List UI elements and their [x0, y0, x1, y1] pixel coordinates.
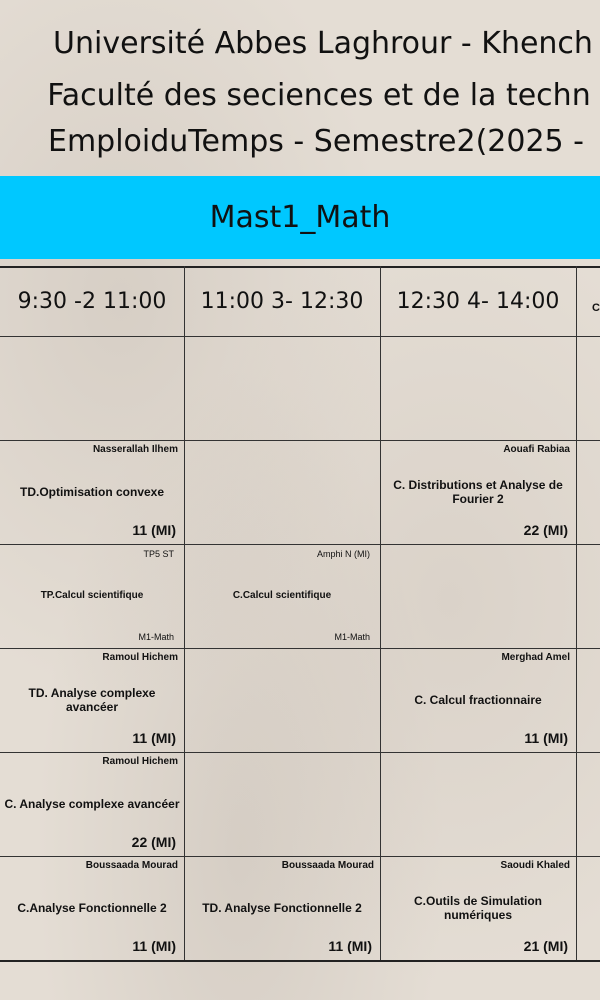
- room-label: 11 (MI): [132, 938, 176, 954]
- course-name: C. Distributions et Analyse de Fourier 2: [393, 478, 563, 506]
- teacher-name: Boussaada Mourad: [281, 860, 374, 871]
- teacher-name: Ramoul Hichem: [102, 652, 178, 663]
- group-banner: [0, 176, 600, 259]
- course-name: TD. Analyse complexe avancéer: [28, 686, 156, 714]
- teacher-name: Aouafi Rabiaa: [503, 444, 570, 455]
- timetable-grid: [0, 266, 600, 962]
- group-title: Mast1_Math: [209, 200, 391, 235]
- schedule-cell: [0, 856, 184, 960]
- grid-line-col: [576, 266, 577, 960]
- schedule-cell: [0, 440, 184, 544]
- schedule-cell: [380, 544, 576, 648]
- course-name: TD. Analyse Fonctionnelle 2: [202, 901, 362, 915]
- header: [0, 0, 600, 170]
- schedule-cell: [184, 544, 380, 648]
- schedule-cell: [184, 336, 380, 440]
- course-name: TD.Optimisation convexe: [19, 485, 165, 499]
- time-slot-header: 9:30 -2 11:00: [17, 288, 167, 314]
- schedule-cell: [380, 752, 576, 856]
- course-name: TP.Calcul scientifique: [40, 590, 144, 601]
- schedule-cell: [0, 336, 184, 440]
- grid-line-row: [0, 960, 600, 962]
- room-label: 11 (MI): [132, 522, 176, 538]
- group-label: M1-Math: [334, 632, 370, 642]
- time-slot-header: 12:30 4- 14:00: [396, 288, 560, 314]
- teacher-name: Boussaada Mourad: [85, 860, 178, 871]
- university-name: Université Abbes Laghrour - Khench: [53, 26, 593, 61]
- schedule-cell: [380, 648, 576, 752]
- teacher-name: Nasserallah Ilhem: [92, 444, 178, 455]
- course-name: C.Analyse Fonctionnelle 2: [17, 901, 167, 915]
- schedule-cell: [184, 648, 380, 752]
- partial-cell-text: C: [592, 302, 600, 314]
- course-name: C. Calcul fractionnaire: [414, 693, 542, 707]
- schedule-cell: [0, 648, 184, 752]
- faculty-name: Faculté des seciences et de la techn: [47, 78, 591, 113]
- group-label: M1-Math: [138, 632, 174, 642]
- schedule-cell: [184, 440, 380, 544]
- room-label: TP5 ST: [143, 549, 174, 559]
- room-label: 11 (MI): [524, 730, 568, 746]
- teacher-name: Ramoul Hichem: [102, 756, 178, 767]
- course-name: C.Calcul scientifique: [232, 590, 332, 601]
- teacher-name: Merghad Amel: [501, 652, 570, 663]
- room-label: 22 (MI): [131, 834, 176, 850]
- course-name: C.Outils de Simulation numériques: [413, 894, 542, 922]
- teacher-name: Saoudi Khaled: [500, 860, 570, 871]
- room-label: Amphi N (MI): [316, 549, 370, 559]
- room-label: 21 (MI): [523, 938, 568, 954]
- room-label: 11 (MI): [132, 730, 176, 746]
- schedule-cell: [380, 336, 576, 440]
- timetable-title: EmploiduTemps - Semestre2(2025 -: [48, 124, 584, 159]
- room-label: 11 (MI): [328, 938, 372, 954]
- time-slot-header: 11:00 3- 12:30: [200, 288, 364, 314]
- schedule-cell: [0, 544, 184, 648]
- schedule-cell: [380, 440, 576, 544]
- schedule-cell: [0, 752, 184, 856]
- schedule-cell: [380, 856, 576, 960]
- schedule-cell: [184, 752, 380, 856]
- room-label: 22 (MI): [523, 522, 568, 538]
- schedule-cell: [184, 856, 380, 960]
- course-name: C. Analyse complexe avancéer: [4, 797, 180, 811]
